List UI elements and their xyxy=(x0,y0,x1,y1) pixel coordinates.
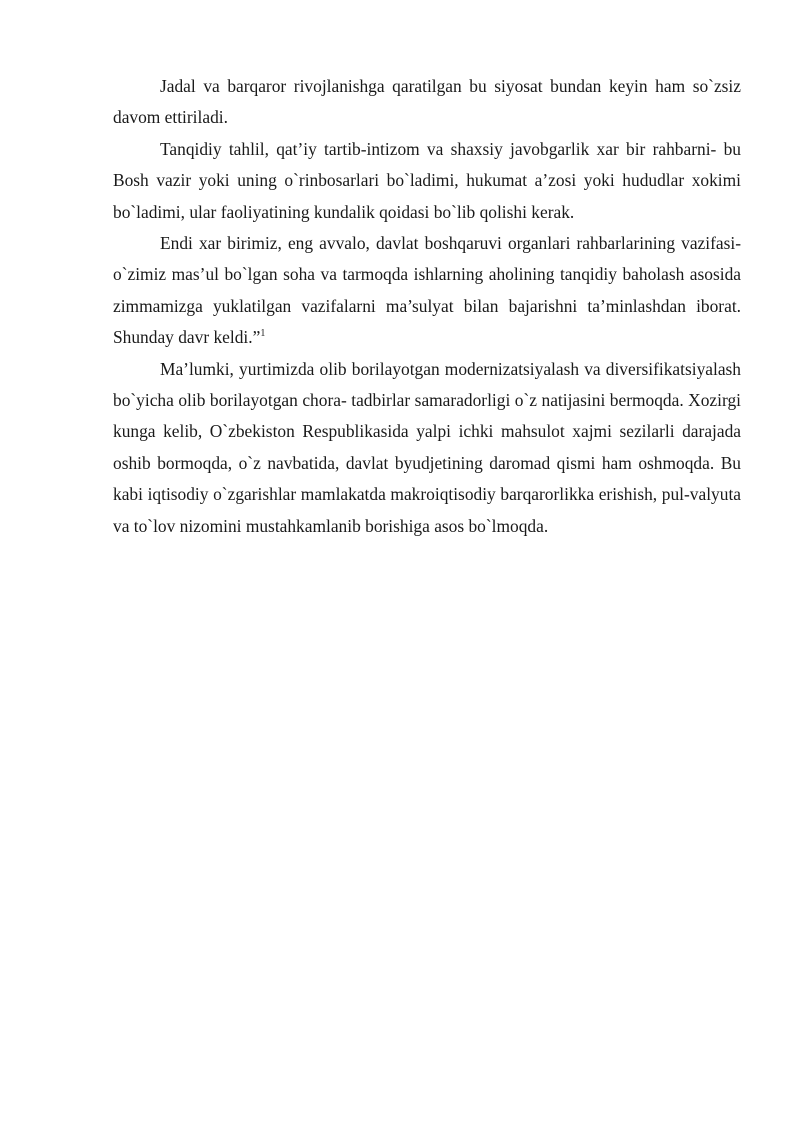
paragraph-2 xyxy=(113,134,741,228)
paragraph-text: Endi xar birimiz, eng avvalo, davlat boshqaruvi organlari rahbarlarining vazifasi- o`zimiz mas’ul bo`lgan soha va tarmoqda ishlarning aholining tanqidiy baholash asosida zimmamizga yuklatilgan vazifalarni ma’sulyat bilan bajarishni ta’minlashdan iborat. Shunday davr keldi.” xyxy=(113,233,741,348)
paragraph-text: Jadal va barqaror rivojlanishga qaratilgan bu siyosat bundan keyin ham so`zsiz davom ettiriladi. xyxy=(113,76,741,128)
paragraph-text: Tanqidiy tahlil, qat’iy tartib-intizom va shaxsiy javobgarlik xar bir rahbarni- bu Bosh vazir yoki uning o`rinbosarlari bo`ladimi, hukumat a’zosi yoki hududlar xokimi bo`ladimi, ular faoliyatining kundalik qoidasi bo`lib qolishi kerak. xyxy=(113,138,741,222)
paragraph-text: Ma’lumki, yurtimizda olib borilayotgan modernizatsiyalash va diversifikatsiyalash bo`yicha olib borilayotgan chora- tadbirlar samaradorligi o`z natijasini bermoqda. Xozirgi kunga kelib, O`zbekiston Respublikasida yalpi ichki mahsulot xajmi sezilarli darajada oshib bormoqda, o`z navbatida, davlat byudjetining daromad qismi ham oshmoqda. Bu kabi iqtisodiy o`zgarishlar mamlakatda makroiqtisodiy barqarorlikka erishish, pul-valyuta va to`lov nizomini mustahkamlanib borishiga asos bo`lmoqda. xyxy=(113,358,741,536)
document-page xyxy=(113,71,741,542)
footnote-reference[interactable]: 1 xyxy=(260,328,266,340)
paragraph-1 xyxy=(113,71,741,134)
paragraph-4 xyxy=(113,354,741,542)
paragraph-3 xyxy=(113,228,741,354)
